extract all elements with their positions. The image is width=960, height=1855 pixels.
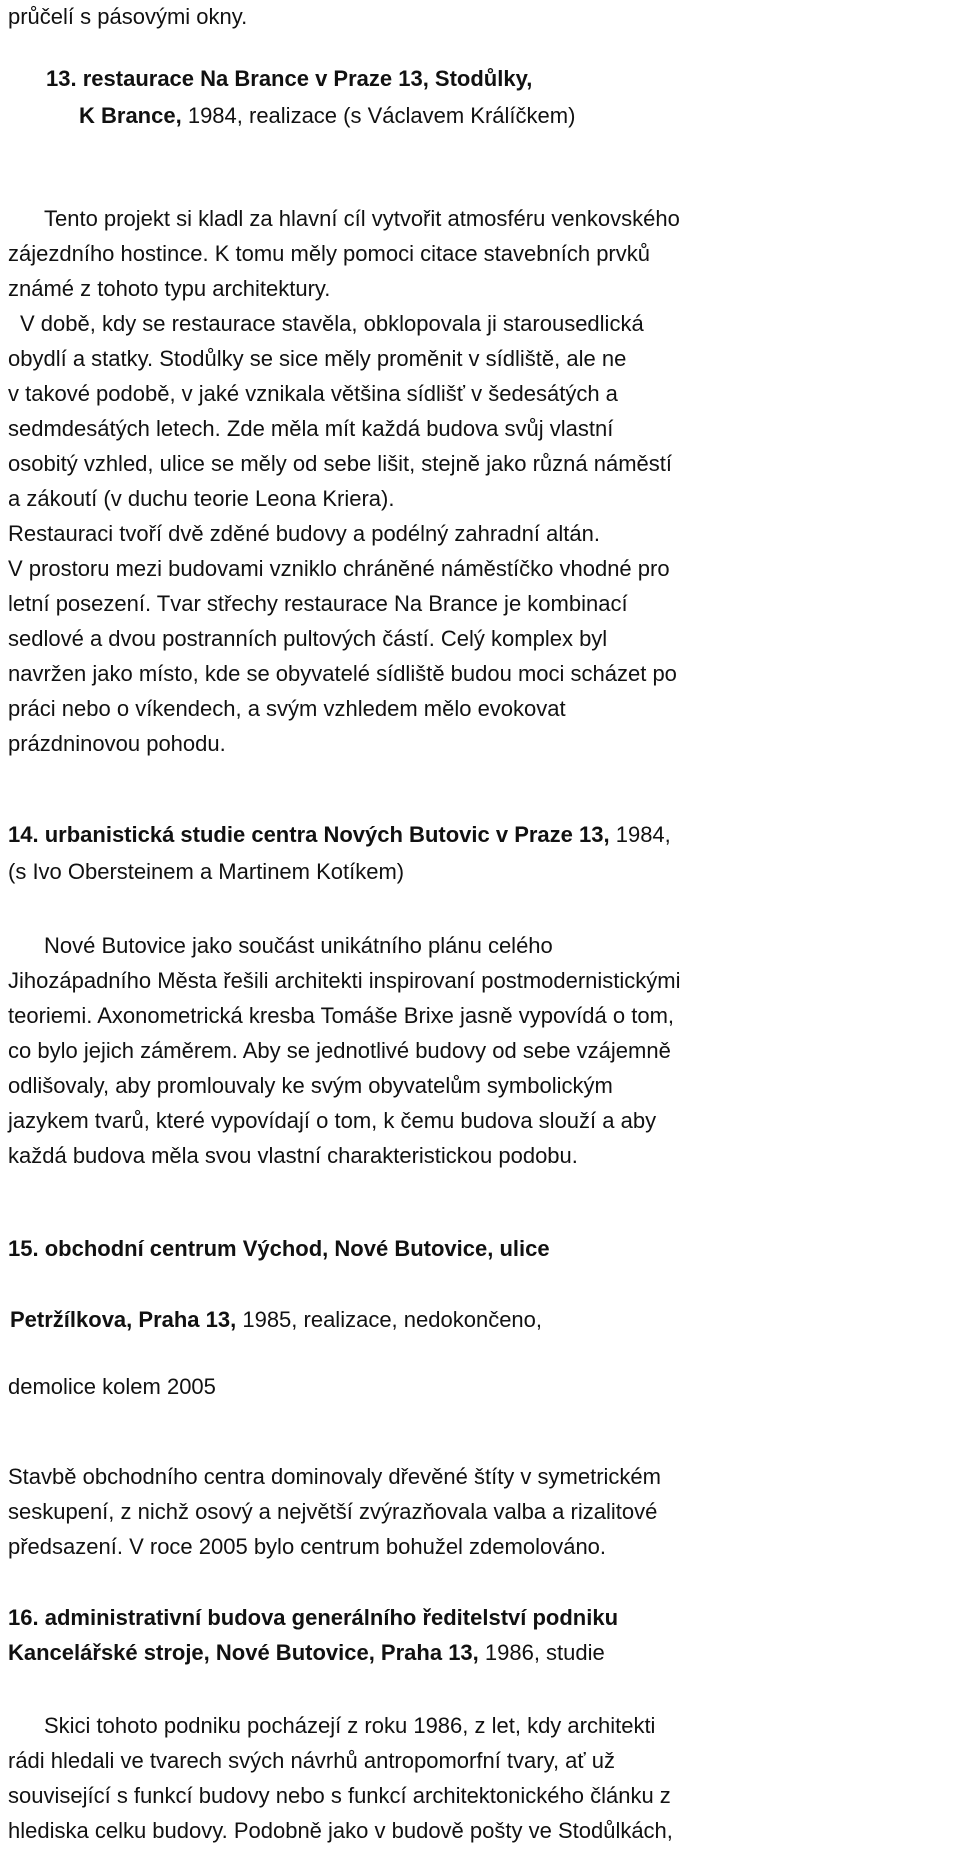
section-heading: administrativní budova generálního ředitelství podniku [44,1605,619,1630]
paragraph-line: seskupení, z nichž osový a největší zvýrazňovala valba a rizalitové [8,1499,658,1524]
paragraph-line: Restauraci tvoří dvě zděné budovy a podélný zahradní altán. [8,521,600,546]
section-heading: urbanistická studie centra Nových Butovic v Praze 13, [44,822,610,847]
section-heading: obchodní centrum Východ, Nové Butovice, ulice [44,1236,550,1261]
paragraph-line: teoriemi. Axonometrická kresba Tomáše Brixe jasně vypovídá o tom, [8,1003,675,1028]
paragraph-line: známé z tohoto typu architektury. [8,276,331,301]
paragraph-line: V prostoru mezi budovami vzniklo chráněné náměstíčko vhodné pro [8,556,670,581]
paragraph-line: navržen jako místo, kde se obyvatelé sídliště budou moci scházet po [8,661,677,686]
section-heading: restaurace Na Brance v Praze 13, Stodůlky, [82,66,533,91]
section-16-heading-line-1 [8,1607,618,1629]
paragraph-line: obydlí a statky. Stodůlky se sice měly proměnit v sídliště, ale ne [8,346,627,371]
paragraph-line: související s funkcí budovy nebo s funkcí architektonického článku z [8,1783,671,1808]
section-heading-rest: 1985, realizace, nedokončeno, [236,1307,543,1332]
section-heading-rest: 1984, realizace (s Václavem Králíčkem) [181,103,576,128]
section-13-heading-line-2 [79,105,575,127]
section-heading-bold: Kancelářské stroje, Nové Butovice, Praha 13, [8,1640,479,1665]
paragraph-line: prázdninovou pohodu. [8,731,226,756]
paragraph-line: sedlové a dvou postranních pultových částí. Celý komplex byl [8,626,608,651]
section-number: 16. [8,1605,39,1630]
paragraph-line: práci nebo o víkendech, a svým vzhledem mělo evokovat [8,696,566,721]
section-heading-bold: K Brance, [79,103,182,128]
section-number: 13. [46,66,77,91]
section-heading-rest: 1984, [609,822,671,847]
paragraph-line: Stavbě obchodního centra dominovaly dřevěné štíty v symetrickém [8,1464,661,1489]
section-heading-rest: 1986, studie [478,1640,605,1665]
section-16-heading-line-2 [8,1642,605,1664]
paragraph-line: V době, kdy se restaurace stavěla, obklopovala ji starousedlická [20,311,644,336]
paragraph-line: každá budova měla svou vlastní charakteristickou podobu. [8,1143,578,1168]
paragraph-line: Nové Butovice jako součást unikátního plánu celého [44,933,553,958]
paragraph-line: Jihozápadního Města řešili architekti inspirovaní postmodernistickými [8,968,681,993]
section-number: 14. [8,822,39,847]
paragraph-line: co bylo jejich záměrem. Aby se jednotlivé budovy od sebe vzájemně [8,1038,671,1063]
section-14-heading-line-2: (s Ivo Obersteinem a Martinem Kotíkem) [8,859,405,884]
paragraph-line: letní posezení. Tvar střechy restaurace Na Brance je kombinací [8,591,628,616]
section-14-heading-line-1 [8,824,671,846]
paragraph-line: hlediska celku budovy. Podobně jako v budově pošty ve Stodůlkách, [8,1818,673,1843]
paragraph-line: předsazení. V roce 2005 bylo centrum bohužel zdemolováno. [8,1534,607,1559]
section-number: 15. [8,1236,39,1261]
section-15-heading-line-3: demolice kolem 2005 [8,1374,216,1399]
intro-tail: průčelí s pásovými okny. [8,4,248,29]
paragraph-line: sedmdesátých letech. Zde měla mít každá budova svůj vlastní [8,416,614,441]
paragraph-line: v takové podobě, v jaké vznikala většina sídlišť v šedesátých a [8,381,618,406]
paragraph-line: odlišovaly, aby promlouvaly ke svým obyvatelům symbolickým [8,1073,613,1098]
section-13-heading-line-1 [46,68,532,90]
paragraph-line: jazykem tvarů, které vypovídají o tom, k čemu budova slouží a aby [8,1108,657,1133]
paragraph-line: rádi hledali ve tvarech svých návrhů antropomorfní tvary, ať už [8,1748,616,1773]
paragraph-line: Skici tohoto podniku pocházejí z roku 1986, z let, kdy architekti [44,1713,656,1738]
paragraph-line: osobitý vzhled, ulice se měly od sebe lišit, stejně jako různá náměstí [8,451,672,476]
section-15-heading-line-1 [8,1238,550,1260]
section-15-heading-line-2 [10,1309,542,1331]
paragraph-line: a zákoutí (v duchu teorie Leona Kriera). [8,486,395,511]
paragraph-line: zájezdního hostince. K tomu měly pomoci citace stavebních prvků [8,241,650,266]
paragraph-line: Tento projekt si kladl za hlavní cíl vytvořit atmosféru venkovského [44,206,680,231]
section-heading-bold: Petržílkova, Praha 13, [10,1307,237,1332]
